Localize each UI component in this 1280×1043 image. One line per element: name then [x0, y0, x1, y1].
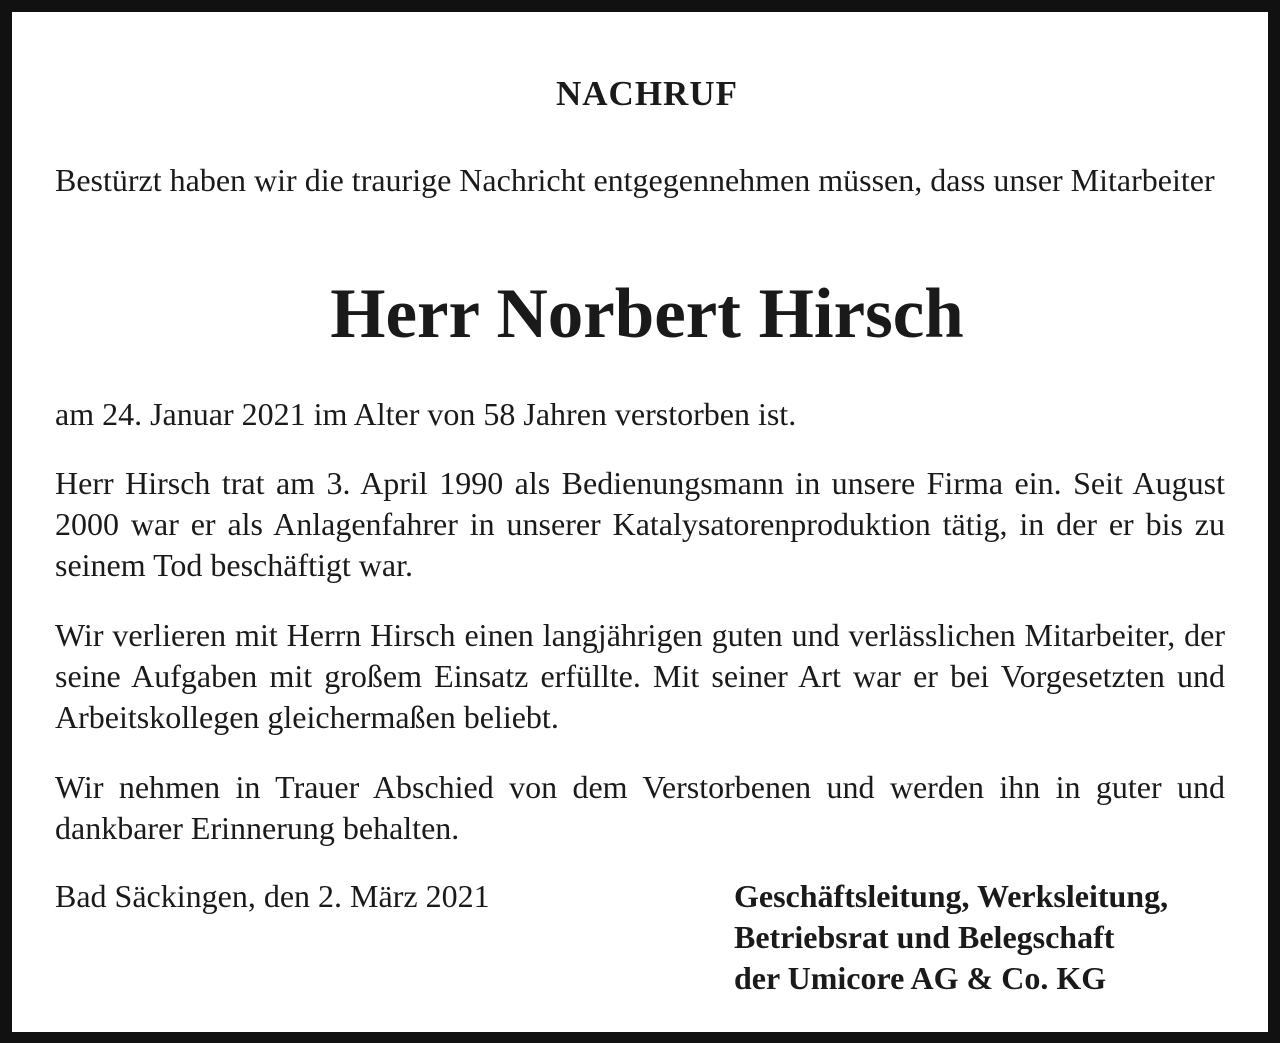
farewell-paragraph: Wir nehmen in Trauer Abschied von dem Verstorbenen und werden ihn in guter und dankbarer Erinnerung behalten.: [55, 769, 1225, 846]
tribute-paragraph: Wir verlieren mit Herrn Hirsch einen langjährigen guten und verlässlichen Mitarbeiter, der seine Aufgaben mit großem Einsatz erfüllte. Mit seiner Art war er bei Vorgesetzten und Arbeitskollegen gleichermaßen beliebt.: [55, 617, 1225, 735]
intro-paragraph: Bestürzt haben wir die traurige Nachricht entgegennehmen müssen, dass unser Mitarbeiter: [55, 162, 1215, 198]
signature-line: der Umicore AG & Co. KG: [734, 960, 1107, 996]
death-paragraph: am 24. Januar 2021 im Alter von 58 Jahren verstorben ist.: [55, 396, 797, 432]
signature-line: Geschäftsleitung, Werksleitung,: [734, 878, 1169, 914]
notice-heading: NACHRUF: [556, 74, 738, 113]
signature-block: [734, 876, 1168, 999]
deceased-name: Herr Norbert Hirsch: [330, 275, 964, 353]
place-date: Bad Säckingen, den 2. März 2021: [55, 878, 490, 914]
career-paragraph: Herr Hirsch trat am 3. April 1990 als Bedienungsmann in unsere Firma ein. Seit August 2000 war er als Anlagenfahrer in unserer Katalysatorenproduktion tätig, in der er bis zu seinem Tod beschäftigt war.: [55, 465, 1225, 583]
signature-line: Betriebsrat und Belegschaft: [734, 919, 1115, 955]
